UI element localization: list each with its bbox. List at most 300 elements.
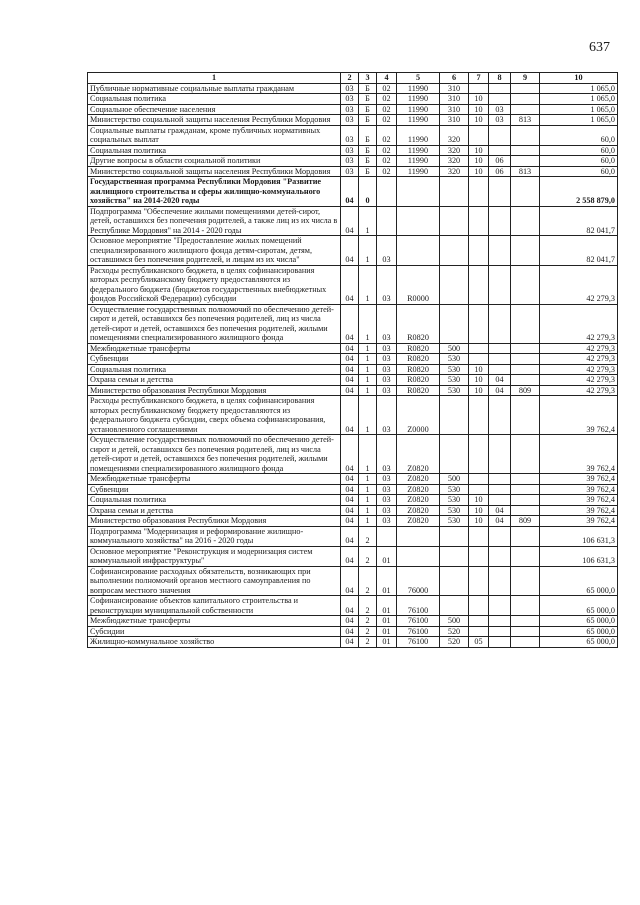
budget-table bbox=[87, 72, 618, 648]
code-cell bbox=[511, 505, 540, 516]
code-cell: 2 bbox=[359, 526, 377, 546]
code-cell bbox=[469, 616, 489, 627]
amount-cell: 1 065,0 bbox=[540, 115, 618, 126]
code-cell: 310 bbox=[440, 83, 469, 94]
amount-cell: 65 000,0 bbox=[540, 626, 618, 637]
code-cell: 03 bbox=[377, 354, 397, 365]
code-cell bbox=[377, 177, 397, 207]
code-cell: 02 bbox=[377, 166, 397, 177]
table-row bbox=[88, 343, 618, 354]
code-cell: 03 bbox=[377, 375, 397, 386]
code-cell bbox=[440, 177, 469, 207]
code-cell bbox=[469, 546, 489, 566]
code-cell: Б bbox=[359, 83, 377, 94]
code-cell: 03 bbox=[341, 83, 359, 94]
code-cell: 310 bbox=[440, 94, 469, 105]
table-row bbox=[88, 265, 618, 304]
code-cell: Z0820 bbox=[397, 495, 440, 506]
code-cell: R0820 bbox=[397, 354, 440, 365]
item-name-cell: Социальная политика bbox=[88, 495, 341, 506]
code-cell: 310 bbox=[440, 104, 469, 115]
header-cell: 9 bbox=[511, 73, 540, 84]
amount-cell: 39 762,4 bbox=[540, 484, 618, 495]
amount-cell: 42 279,3 bbox=[540, 385, 618, 396]
code-cell: 01 bbox=[377, 626, 397, 637]
code-cell: 1 bbox=[359, 375, 377, 386]
code-cell bbox=[469, 125, 489, 145]
code-cell: 04 bbox=[489, 505, 511, 516]
code-cell bbox=[469, 435, 489, 474]
code-cell: Б bbox=[359, 156, 377, 167]
code-cell bbox=[511, 616, 540, 627]
code-cell: 1 bbox=[359, 474, 377, 485]
table-row bbox=[88, 83, 618, 94]
code-cell bbox=[489, 177, 511, 207]
code-cell bbox=[489, 526, 511, 546]
code-cell bbox=[511, 637, 540, 648]
code-cell: 500 bbox=[440, 616, 469, 627]
code-cell: 03 bbox=[341, 156, 359, 167]
item-name-cell: Другие вопросы в области социальной политики bbox=[88, 156, 341, 167]
code-cell: 03 bbox=[377, 304, 397, 343]
code-cell: 1 bbox=[359, 385, 377, 396]
code-cell: 320 bbox=[440, 156, 469, 167]
table-row bbox=[88, 375, 618, 386]
amount-cell: 106 631,3 bbox=[540, 546, 618, 566]
code-cell: R0820 bbox=[397, 375, 440, 386]
table-row bbox=[88, 145, 618, 156]
code-cell bbox=[511, 104, 540, 115]
code-cell: 03 bbox=[341, 104, 359, 115]
page-number: 637 bbox=[589, 40, 610, 55]
table-row bbox=[88, 156, 618, 167]
code-cell: Б bbox=[359, 115, 377, 126]
code-cell: 2 bbox=[359, 566, 377, 596]
item-name-cell: Подпрограмма "Обеспечение жилыми помещениями детей-сирот, детей, оставшихся без попечения родителей, а также лиц из их числа в Республике Мордовия" на 2014 - 2020 годы bbox=[88, 206, 341, 236]
code-cell: 04 bbox=[341, 265, 359, 304]
code-cell bbox=[511, 83, 540, 94]
code-cell bbox=[440, 526, 469, 546]
code-cell: 03 bbox=[377, 435, 397, 474]
code-cell: 320 bbox=[440, 166, 469, 177]
code-cell: 04 bbox=[341, 375, 359, 386]
code-cell: 10 bbox=[469, 385, 489, 396]
amount-cell: 39 762,4 bbox=[540, 505, 618, 516]
code-cell: 03 bbox=[377, 505, 397, 516]
code-cell bbox=[440, 396, 469, 435]
amount-cell: 42 279,3 bbox=[540, 354, 618, 365]
code-cell bbox=[469, 596, 489, 616]
item-name-cell: Софинансирование объектов капитального строительства и реконструкции муниципальной собственности bbox=[88, 596, 341, 616]
code-cell: 04 bbox=[489, 375, 511, 386]
code-cell: Z0820 bbox=[397, 516, 440, 527]
table-row bbox=[88, 206, 618, 236]
code-cell: R0820 bbox=[397, 364, 440, 375]
code-cell: Z0000 bbox=[397, 396, 440, 435]
item-name-cell: Межбюджетные трансферты bbox=[88, 616, 341, 627]
code-cell bbox=[511, 94, 540, 105]
code-cell bbox=[469, 304, 489, 343]
code-cell bbox=[489, 435, 511, 474]
code-cell: Z0820 bbox=[397, 484, 440, 495]
table-body bbox=[88, 83, 618, 647]
item-name-cell: Софинансирование расходных обязательств, возникающих при выполнении полномочий органов местного самоуправления по вопросам местного значения bbox=[88, 566, 341, 596]
table-row bbox=[88, 566, 618, 596]
code-cell: 04 bbox=[341, 385, 359, 396]
code-cell: Б bbox=[359, 145, 377, 156]
code-cell: 10 bbox=[469, 145, 489, 156]
code-cell: 1 bbox=[359, 343, 377, 354]
table-row bbox=[88, 484, 618, 495]
code-cell: 2 bbox=[359, 637, 377, 648]
code-cell bbox=[489, 546, 511, 566]
code-cell bbox=[511, 546, 540, 566]
table-row bbox=[88, 526, 618, 546]
table-row bbox=[88, 435, 618, 474]
amount-cell: 60,0 bbox=[540, 145, 618, 156]
code-cell: 10 bbox=[469, 375, 489, 386]
code-cell bbox=[511, 435, 540, 474]
code-cell: 11990 bbox=[397, 83, 440, 94]
code-cell bbox=[511, 304, 540, 343]
code-cell bbox=[489, 626, 511, 637]
code-cell bbox=[469, 236, 489, 266]
code-cell: 02 bbox=[377, 145, 397, 156]
header-cell: 2 bbox=[341, 73, 359, 84]
code-cell bbox=[489, 495, 511, 506]
code-cell: 03 bbox=[341, 125, 359, 145]
amount-cell: 106 631,3 bbox=[540, 526, 618, 546]
code-cell: 03 bbox=[377, 364, 397, 375]
code-cell: 04 bbox=[341, 546, 359, 566]
item-name-cell: Осуществление государственных полномочий по обеспечению детей-сирот и детей, оставшихся без попечения родителей, лиц из числа детей-сирот и детей, оставшихся без попечения родителей, жилыми помещениями специализированного жилищного фонда bbox=[88, 304, 341, 343]
header-cell: 5 bbox=[397, 73, 440, 84]
header-cell: 8 bbox=[489, 73, 511, 84]
code-cell: 03 bbox=[341, 115, 359, 126]
code-cell bbox=[511, 596, 540, 616]
code-cell bbox=[511, 236, 540, 266]
code-cell: 11990 bbox=[397, 104, 440, 115]
table-row bbox=[88, 177, 618, 207]
code-cell: 1 bbox=[359, 206, 377, 236]
item-name-cell: Расходы республиканского бюджета, в целях софинансирования которых республиканскому бюджету предоставляются из федерального бюджета субсидии, сверх объема софинансирования, установленного соглашениями bbox=[88, 396, 341, 435]
code-cell: 04 bbox=[341, 616, 359, 627]
code-cell: R0820 bbox=[397, 343, 440, 354]
code-cell: 04 bbox=[489, 385, 511, 396]
code-cell bbox=[511, 206, 540, 236]
code-cell bbox=[489, 596, 511, 616]
item-name-cell: Министерство социальной защиты населения Республики Мордовия bbox=[88, 166, 341, 177]
code-cell: 04 bbox=[341, 354, 359, 365]
table-row bbox=[88, 166, 618, 177]
code-cell: 2 bbox=[359, 596, 377, 616]
code-cell: 1 bbox=[359, 516, 377, 527]
item-name-cell: Межбюджетные трансферты bbox=[88, 474, 341, 485]
code-cell: 530 bbox=[440, 375, 469, 386]
code-cell: 02 bbox=[377, 115, 397, 126]
code-cell: 530 bbox=[440, 385, 469, 396]
code-cell bbox=[397, 236, 440, 266]
item-name-cell: Министерство образования Республики Мордовия bbox=[88, 385, 341, 396]
code-cell bbox=[469, 526, 489, 546]
code-cell bbox=[377, 526, 397, 546]
code-cell: 02 bbox=[377, 104, 397, 115]
table-row bbox=[88, 104, 618, 115]
amount-cell: 42 279,3 bbox=[540, 343, 618, 354]
table-row bbox=[88, 385, 618, 396]
table-row bbox=[88, 94, 618, 105]
code-cell: R0820 bbox=[397, 385, 440, 396]
code-cell bbox=[469, 566, 489, 596]
item-name-cell: Министерство социальной защиты населения Республики Мордовия bbox=[88, 115, 341, 126]
header-cell: 6 bbox=[440, 73, 469, 84]
code-cell bbox=[489, 265, 511, 304]
table-row bbox=[88, 516, 618, 527]
code-cell bbox=[511, 484, 540, 495]
code-cell bbox=[511, 354, 540, 365]
item-name-cell: Охрана семьи и детства bbox=[88, 375, 341, 386]
code-cell: 10 bbox=[469, 495, 489, 506]
code-cell bbox=[511, 375, 540, 386]
code-cell: 06 bbox=[489, 166, 511, 177]
code-cell bbox=[511, 396, 540, 435]
amount-cell: 1 065,0 bbox=[540, 83, 618, 94]
code-cell bbox=[397, 206, 440, 236]
code-cell bbox=[469, 484, 489, 495]
code-cell: 813 bbox=[511, 166, 540, 177]
code-cell: 04 bbox=[341, 435, 359, 474]
code-cell bbox=[440, 546, 469, 566]
code-cell: 03 bbox=[377, 516, 397, 527]
code-cell: 1 bbox=[359, 505, 377, 516]
amount-cell: 42 279,3 bbox=[540, 265, 618, 304]
code-cell bbox=[489, 364, 511, 375]
code-cell: 76100 bbox=[397, 637, 440, 648]
code-cell: 03 bbox=[341, 166, 359, 177]
amount-cell: 39 762,4 bbox=[540, 396, 618, 435]
code-cell: 500 bbox=[440, 343, 469, 354]
item-name-cell: Субсидии bbox=[88, 626, 341, 637]
item-name-cell: Министерство образования Республики Мордовия bbox=[88, 516, 341, 527]
code-cell: 04 bbox=[341, 495, 359, 506]
code-cell bbox=[469, 474, 489, 485]
amount-cell: 39 762,4 bbox=[540, 495, 618, 506]
item-name-cell: Субвенции bbox=[88, 484, 341, 495]
code-cell bbox=[469, 626, 489, 637]
code-cell: 06 bbox=[489, 156, 511, 167]
code-cell bbox=[440, 236, 469, 266]
code-cell: 1 bbox=[359, 236, 377, 266]
code-cell: 520 bbox=[440, 626, 469, 637]
code-cell: 04 bbox=[341, 626, 359, 637]
table-row bbox=[88, 354, 618, 365]
code-cell: 1 bbox=[359, 396, 377, 435]
code-cell bbox=[489, 304, 511, 343]
code-cell bbox=[511, 495, 540, 506]
code-cell: 11990 bbox=[397, 166, 440, 177]
code-cell bbox=[489, 484, 511, 495]
code-cell: 03 bbox=[377, 396, 397, 435]
code-cell: 01 bbox=[377, 566, 397, 596]
code-cell: 03 bbox=[341, 94, 359, 105]
code-cell bbox=[511, 145, 540, 156]
code-cell: 05 bbox=[469, 637, 489, 648]
code-cell bbox=[440, 566, 469, 596]
table-row bbox=[88, 396, 618, 435]
code-cell: 01 bbox=[377, 616, 397, 627]
code-cell: 01 bbox=[377, 546, 397, 566]
code-cell: 530 bbox=[440, 354, 469, 365]
code-cell: Б bbox=[359, 125, 377, 145]
table-row bbox=[88, 115, 618, 126]
code-cell bbox=[489, 94, 511, 105]
code-cell bbox=[511, 265, 540, 304]
code-cell: 1 bbox=[359, 265, 377, 304]
code-cell: 04 bbox=[341, 596, 359, 616]
item-name-cell: Субвенции bbox=[88, 354, 341, 365]
code-cell: 10 bbox=[469, 115, 489, 126]
code-cell bbox=[511, 125, 540, 145]
code-cell: Б bbox=[359, 166, 377, 177]
code-cell bbox=[397, 526, 440, 546]
amount-cell: 1 065,0 bbox=[540, 104, 618, 115]
code-cell: 03 bbox=[489, 104, 511, 115]
code-cell: 10 bbox=[469, 364, 489, 375]
item-name-cell: Социальное обеспечение населения bbox=[88, 104, 341, 115]
amount-cell: 2 558 879,0 bbox=[540, 177, 618, 207]
code-cell bbox=[489, 236, 511, 266]
code-cell: 01 bbox=[377, 596, 397, 616]
item-name-cell: Государственная программа Республики Мордовия "Развитие жилищного строительства и сферы жилищно-коммунального хозяйства" на 2014-2020 годы bbox=[88, 177, 341, 207]
code-cell bbox=[489, 145, 511, 156]
table-row bbox=[88, 626, 618, 637]
table-row bbox=[88, 505, 618, 516]
code-cell: 03 bbox=[489, 115, 511, 126]
code-cell: 04 bbox=[341, 177, 359, 207]
code-cell: 76100 bbox=[397, 626, 440, 637]
code-cell: 11990 bbox=[397, 125, 440, 145]
code-cell: 310 bbox=[440, 115, 469, 126]
table-row bbox=[88, 364, 618, 375]
code-cell: 2 bbox=[359, 546, 377, 566]
code-cell bbox=[489, 474, 511, 485]
code-cell bbox=[469, 206, 489, 236]
amount-cell: 60,0 bbox=[540, 125, 618, 145]
code-cell: 10 bbox=[469, 104, 489, 115]
code-cell: 03 bbox=[377, 495, 397, 506]
code-cell bbox=[511, 566, 540, 596]
code-cell bbox=[440, 596, 469, 616]
item-name-cell: Основное мероприятие "Предоставление жилых помещений специализированного жилищного фонда детям-сиротам, детям, оставшимся без попечения родителей, и лицам из их числа" bbox=[88, 236, 341, 266]
amount-cell: 60,0 bbox=[540, 156, 618, 167]
code-cell: 04 bbox=[341, 637, 359, 648]
code-cell bbox=[469, 354, 489, 365]
code-cell: 76000 bbox=[397, 566, 440, 596]
table-row bbox=[88, 125, 618, 145]
code-cell bbox=[489, 125, 511, 145]
code-cell: 03 bbox=[377, 265, 397, 304]
code-cell: 02 bbox=[377, 83, 397, 94]
code-cell: 530 bbox=[440, 505, 469, 516]
code-cell: 01 bbox=[377, 637, 397, 648]
code-cell: 03 bbox=[377, 474, 397, 485]
code-cell bbox=[511, 156, 540, 167]
code-cell bbox=[489, 343, 511, 354]
item-name-cell: Социальная политика bbox=[88, 94, 341, 105]
code-cell: 04 bbox=[489, 516, 511, 527]
code-cell: Z0820 bbox=[397, 505, 440, 516]
code-cell: 04 bbox=[341, 364, 359, 375]
table-header-row bbox=[88, 73, 618, 84]
table-row bbox=[88, 304, 618, 343]
item-name-cell: Осуществление государственных полномочий по обеспечению детей-сирот и детей, оставшихся без попечения родителей, лиц из числа детей-сирот и детей, оставшихся без попечения родителей, жилыми помещениями специализированного жилищного фонда bbox=[88, 435, 341, 474]
code-cell bbox=[377, 206, 397, 236]
code-cell bbox=[440, 206, 469, 236]
amount-cell: 42 279,3 bbox=[540, 304, 618, 343]
code-cell bbox=[397, 177, 440, 207]
code-cell: 0 bbox=[359, 177, 377, 207]
item-name-cell: Охрана семьи и детства bbox=[88, 505, 341, 516]
code-cell: 04 bbox=[341, 396, 359, 435]
code-cell: 04 bbox=[341, 304, 359, 343]
header-cell: 1 bbox=[88, 73, 341, 84]
item-name-cell: Подпрограмма "Модернизация и реформирование жилищно-коммунального хозяйства" на 2016 - 2020 годы bbox=[88, 526, 341, 546]
amount-cell: 65 000,0 bbox=[540, 566, 618, 596]
code-cell bbox=[440, 304, 469, 343]
amount-cell: 1 065,0 bbox=[540, 94, 618, 105]
code-cell: Z0820 bbox=[397, 474, 440, 485]
table-row bbox=[88, 596, 618, 616]
code-cell: 320 bbox=[440, 125, 469, 145]
amount-cell: 42 279,3 bbox=[540, 375, 618, 386]
code-cell bbox=[440, 435, 469, 474]
table-row bbox=[88, 474, 618, 485]
code-cell bbox=[511, 343, 540, 354]
code-cell: 530 bbox=[440, 484, 469, 495]
code-cell: 04 bbox=[341, 566, 359, 596]
code-cell: 10 bbox=[469, 156, 489, 167]
code-cell: 1 bbox=[359, 304, 377, 343]
code-cell: 03 bbox=[377, 236, 397, 266]
code-cell: 04 bbox=[341, 474, 359, 485]
table-row bbox=[88, 495, 618, 506]
code-cell: R0820 bbox=[397, 304, 440, 343]
code-cell: Z0820 bbox=[397, 435, 440, 474]
amount-cell: 39 762,4 bbox=[540, 516, 618, 527]
code-cell: 76100 bbox=[397, 616, 440, 627]
header-cell: 7 bbox=[469, 73, 489, 84]
header-cell: 4 bbox=[377, 73, 397, 84]
code-cell: 10 bbox=[469, 505, 489, 516]
header-cell: 10 bbox=[540, 73, 618, 84]
item-name-cell: Жилищно-коммунальное хозяйство bbox=[88, 637, 341, 648]
code-cell: 809 bbox=[511, 385, 540, 396]
code-cell: 2 bbox=[359, 626, 377, 637]
item-name-cell: Основное мероприятие "Реконструкция и модернизация систем коммунальной инфраструктуры" bbox=[88, 546, 341, 566]
code-cell: 02 bbox=[377, 94, 397, 105]
code-cell: 04 bbox=[341, 526, 359, 546]
amount-cell: 65 000,0 bbox=[540, 596, 618, 616]
code-cell bbox=[469, 396, 489, 435]
code-cell bbox=[489, 637, 511, 648]
code-cell bbox=[489, 616, 511, 627]
table-row bbox=[88, 236, 618, 266]
code-cell: 11990 bbox=[397, 145, 440, 156]
code-cell: 1 bbox=[359, 364, 377, 375]
code-cell: 04 bbox=[341, 206, 359, 236]
code-cell: 530 bbox=[440, 364, 469, 375]
code-cell: Б bbox=[359, 94, 377, 105]
